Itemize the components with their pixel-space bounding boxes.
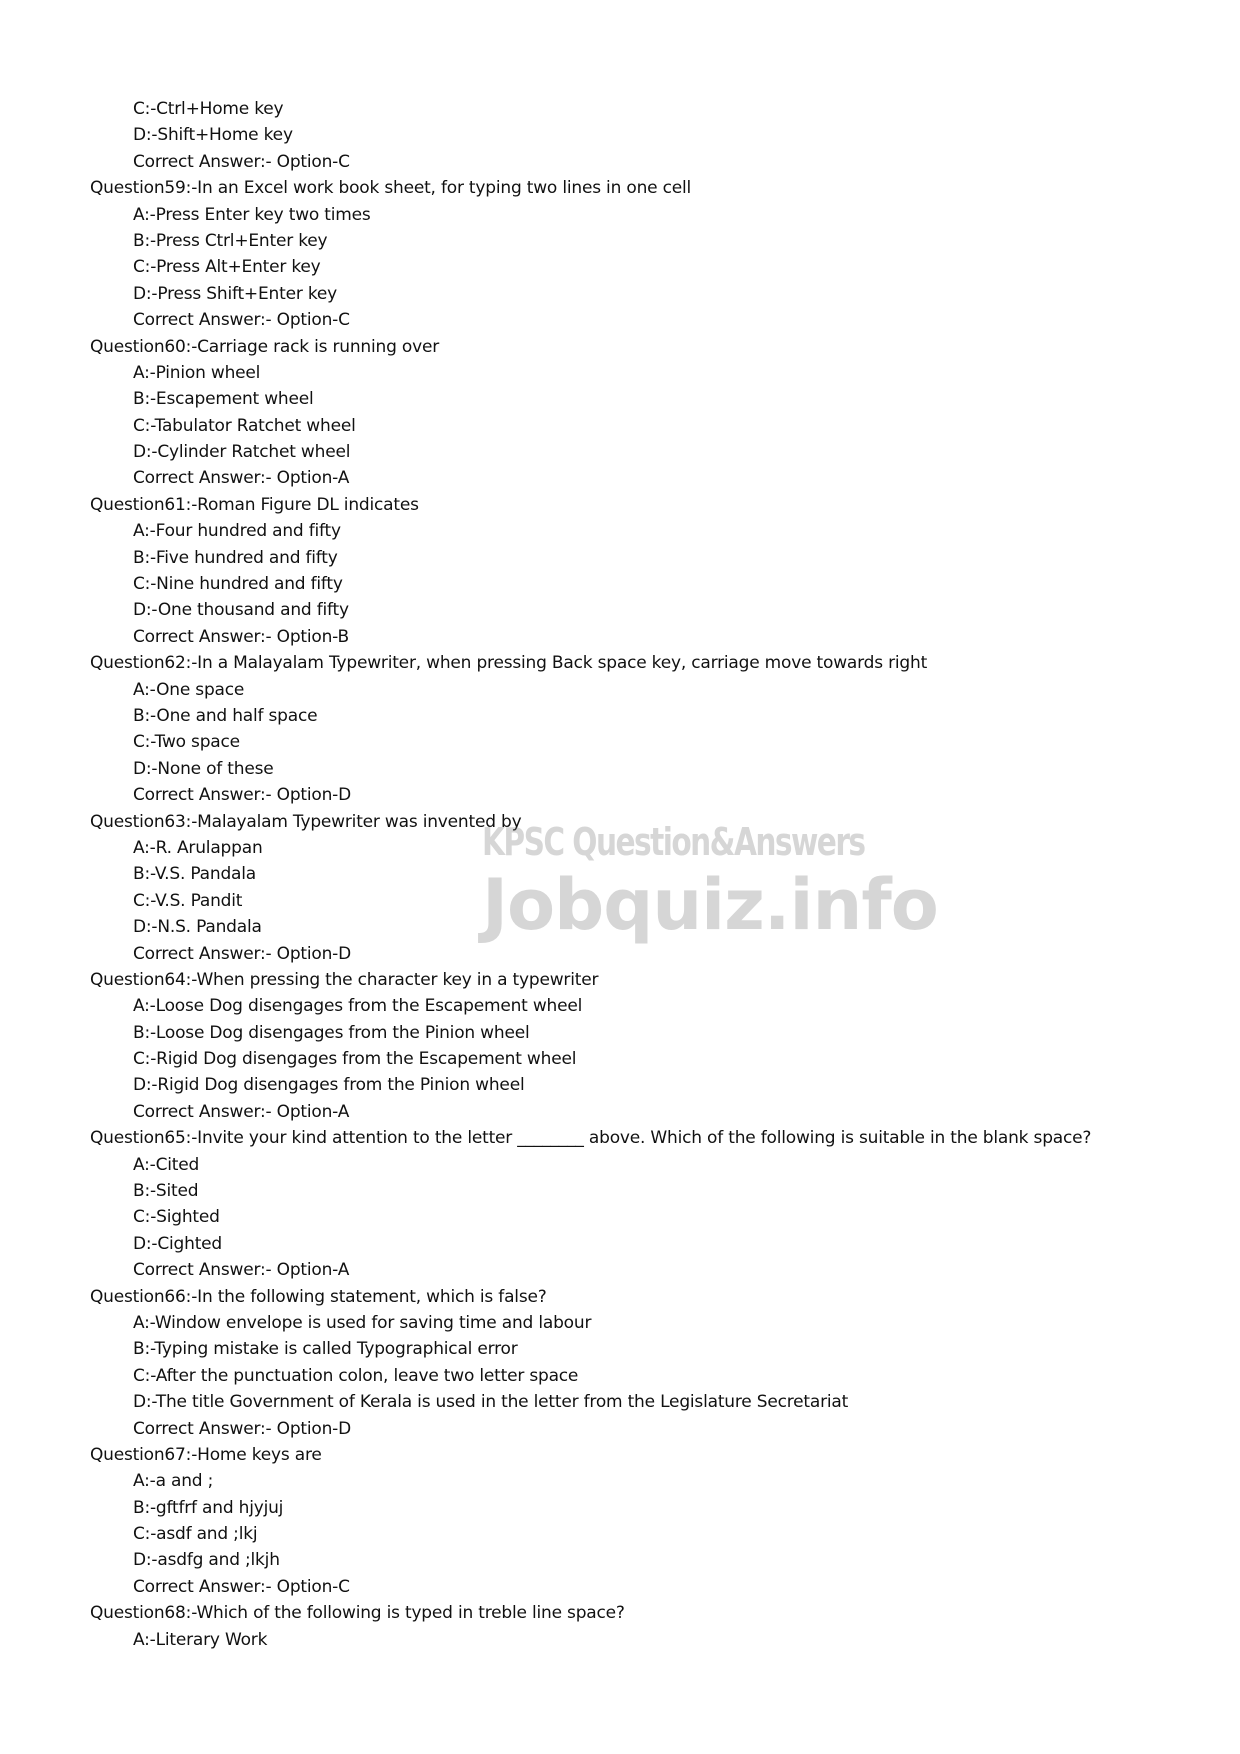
option-item: B:-gftfrf and hjyjuj (133, 1497, 284, 1518)
option-item: D:-None of these (133, 758, 274, 779)
option-item: A:-Loose Dog disengages from the Escapement wheel (133, 996, 583, 1017)
option-item: C:-Press Alt+Enter key (133, 257, 321, 278)
question-text: Question61:-Roman Figure DL indicates (90, 494, 419, 515)
watermark-line2: Jobquiz.info (482, 864, 938, 946)
option-item: B:-One and half space (133, 705, 318, 726)
option-item: B:-Typing mistake is called Typographical error (133, 1339, 518, 1360)
option-item: D:-Rigid Dog disengages from the Pinion wheel (133, 1075, 525, 1096)
option-item: B:-Escapement wheel (133, 389, 314, 410)
option-item: C:-Rigid Dog disengages from the Escapement wheel (133, 1049, 577, 1070)
option-item: C:-After the punctuation colon, leave two letter space (133, 1365, 579, 1386)
option-item: D:-N.S. Pandala (133, 917, 262, 938)
watermark-line1: KPSC Question&Answers (482, 820, 865, 864)
option-item: C:-Sighted (133, 1207, 220, 1228)
question-text: Question67:-Home keys are (90, 1444, 322, 1465)
correct-answer: Correct Answer:- Option-A (133, 468, 350, 489)
option-item: C:-Ctrl+Home key (133, 99, 284, 119)
option-item: D:-One thousand and fifty (133, 600, 349, 621)
correct-answer: Correct Answer:- Option-D (133, 1418, 351, 1439)
option-item: D:-Press Shift+Enter key (133, 283, 337, 304)
correct-answer: Correct Answer:- Option-C (133, 1576, 350, 1597)
option-item: C:-V.S. Pandit (133, 890, 243, 911)
option-item: C:-asdf and ;lkj (133, 1524, 258, 1545)
option-item: D:-Cighted (133, 1233, 223, 1254)
option-item: D:-Shift+Home key (133, 125, 293, 146)
option-item: C:-Tabulator Ratchet wheel (133, 415, 356, 436)
option-item: D:-Cylinder Ratchet wheel (133, 442, 351, 463)
option-item: A:-R. Arulappan (133, 837, 263, 858)
question-document (90, 96, 1210, 1653)
option-item: B:-Loose Dog disengages from the Pinion wheel (133, 1022, 530, 1043)
question-text: Question66:-In the following statement, which is false? (90, 1286, 547, 1307)
question-text: Question68:-Which of the following is typed in treble line space? (90, 1603, 625, 1624)
option-item: A:-Press Enter key two times (133, 204, 371, 225)
correct-answer: Correct Answer:- Option-A (133, 1260, 350, 1281)
question-text: Question60:-Carriage rack is running over (90, 336, 439, 357)
correct-answer: Correct Answer:- Option-D (133, 785, 351, 806)
option-item: A:-One space (133, 679, 245, 700)
option-item: A:-a and ; (133, 1471, 214, 1492)
option-item: B:-Sited (133, 1181, 199, 1202)
option-item: C:-Two space (133, 732, 240, 753)
option-item: A:-Four hundred and fifty (133, 521, 341, 542)
option-item: A:-Pinion wheel (133, 362, 261, 383)
correct-answer: Correct Answer:- Option-C (133, 310, 350, 331)
option-item: D:-The title Government of Kerala is used in the letter from the Legislature Secretariat (133, 1392, 849, 1413)
option-item: B:-V.S. Pandala (133, 864, 256, 885)
option-item: D:-asdfg and ;lkjh (133, 1550, 280, 1571)
option-item: C:-Nine hundred and fifty (133, 574, 343, 595)
option-item: A:-Window envelope is used for saving time and labour (133, 1312, 592, 1333)
option-item: B:-Five hundred and fifty (133, 547, 338, 568)
question-text: Question64:-When pressing the character key in a typewriter (90, 969, 599, 990)
correct-answer: Correct Answer:- Option-D (133, 943, 351, 964)
question-text: Question63:-Malayalam Typewriter was invented by (90, 811, 522, 832)
correct-answer: Correct Answer:- Option-C (133, 151, 350, 172)
option-item: B:-Press Ctrl+Enter key (133, 230, 328, 251)
option-item: A:-Cited (133, 1154, 200, 1175)
option-item: A:-Literary Work (133, 1629, 268, 1650)
question-text: Question65:-Invite your kind attention to the letter ________ above. Which of the following is suitable in the blank space? (90, 1128, 1092, 1149)
question-text: Question62:-In a Malayalam Typewriter, when pressing Back space key, carriage move towards right (90, 653, 928, 674)
correct-answer: Correct Answer:- Option-A (133, 1101, 350, 1122)
correct-answer: Correct Answer:- Option-B (133, 626, 349, 647)
question-text: Question59:-In an Excel work book sheet, for typing two lines in one cell (90, 178, 692, 199)
